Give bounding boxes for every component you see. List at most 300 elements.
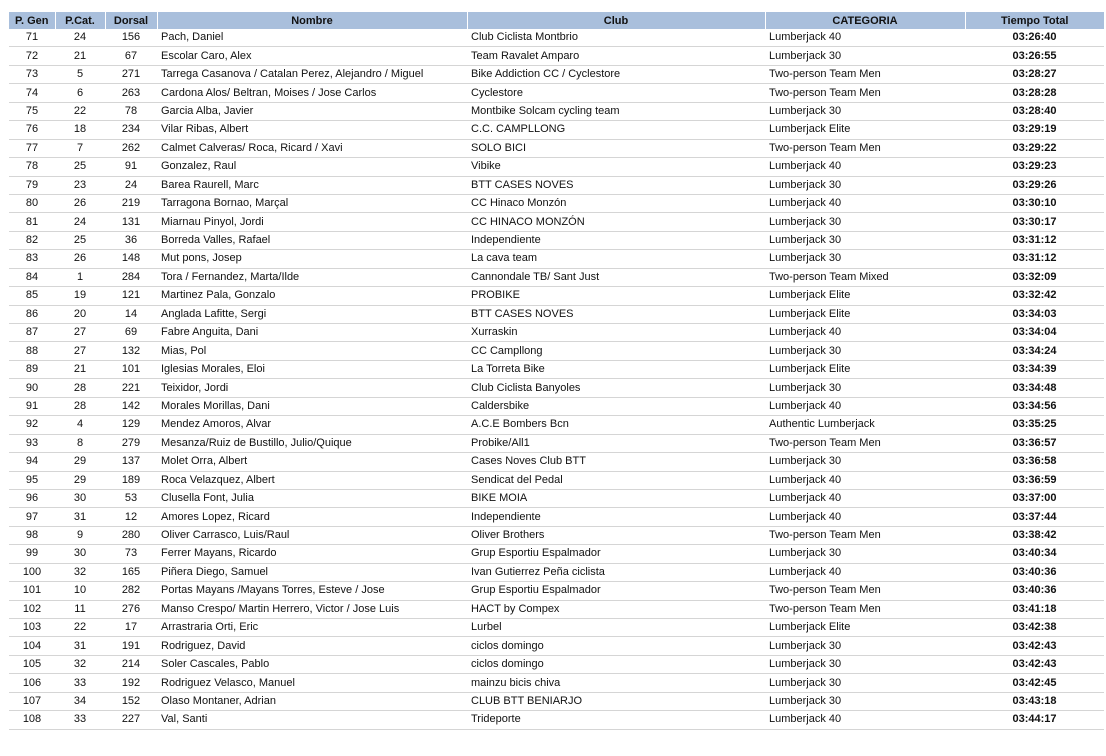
cell-categoria: Lumberjack 30 — [765, 545, 965, 563]
cell-categoria: Lumberjack 40 — [765, 563, 965, 581]
cell-club: CC Campllong — [467, 342, 765, 360]
cell-nombre: Barea Raurell, Marc — [157, 176, 467, 194]
cell-tiempo-total: 03:32:09 — [965, 268, 1104, 286]
cell-nombre: Rodriguez Velasco, Manuel — [157, 674, 467, 692]
cell-dorsal: 271 — [105, 65, 157, 83]
cell-p-gen: 78 — [9, 158, 55, 176]
cell-dorsal: 73 — [105, 545, 157, 563]
cell-tiempo-total: 03:34:56 — [965, 397, 1104, 415]
cell-tiempo-total: 03:34:03 — [965, 305, 1104, 323]
table-body — [9, 29, 1104, 729]
cell-tiempo-total: 03:37:44 — [965, 508, 1104, 526]
cell-dorsal: 191 — [105, 637, 157, 655]
cell-dorsal: 67 — [105, 47, 157, 65]
cell-p-cat: 29 — [55, 453, 105, 471]
cell-p-gen: 95 — [9, 471, 55, 489]
cell-club: Lurbel — [467, 619, 765, 637]
cell-tiempo-total: 03:31:12 — [965, 231, 1104, 249]
cell-p-gen: 91 — [9, 397, 55, 415]
table-row — [9, 379, 1104, 397]
cell-club: CLUB BTT BENIARJO — [467, 692, 765, 710]
cell-nombre: Soler Cascales, Pablo — [157, 655, 467, 673]
cell-p-cat: 24 — [55, 213, 105, 231]
cell-club: Cases Noves Club BTT — [467, 453, 765, 471]
cell-dorsal: 192 — [105, 674, 157, 692]
table-row — [9, 360, 1104, 378]
cell-p-gen: 94 — [9, 453, 55, 471]
cell-tiempo-total: 03:28:40 — [965, 102, 1104, 120]
cell-p-gen: 105 — [9, 655, 55, 673]
cell-categoria: Lumberjack 30 — [765, 213, 965, 231]
cell-p-cat: 25 — [55, 158, 105, 176]
cell-nombre: Mias, Pol — [157, 342, 467, 360]
cell-nombre: Olaso Montaner, Adrian — [157, 692, 467, 710]
cell-tiempo-total: 03:26:40 — [965, 29, 1104, 47]
cell-club: Independiente — [467, 231, 765, 249]
cell-tiempo-total: 03:40:34 — [965, 545, 1104, 563]
cell-nombre: Borreda Valles, Rafael — [157, 231, 467, 249]
cell-tiempo-total: 03:40:36 — [965, 563, 1104, 581]
cell-club: C.C. CAMPLLONG — [467, 121, 765, 139]
cell-club: Vibike — [467, 158, 765, 176]
cell-tiempo-total: 03:41:18 — [965, 600, 1104, 618]
cell-p-cat: 10 — [55, 582, 105, 600]
table-row — [9, 434, 1104, 452]
cell-dorsal: 214 — [105, 655, 157, 673]
results-table-container — [9, 12, 1104, 730]
cell-categoria: Lumberjack 40 — [765, 471, 965, 489]
cell-p-cat: 18 — [55, 121, 105, 139]
cell-categoria: Two-person Team Men — [765, 84, 965, 102]
cell-categoria: Lumberjack 40 — [765, 324, 965, 342]
cell-categoria: Lumberjack 40 — [765, 508, 965, 526]
cell-p-cat: 33 — [55, 711, 105, 729]
cell-categoria: Lumberjack 30 — [765, 250, 965, 268]
cell-tiempo-total: 03:35:25 — [965, 416, 1104, 434]
cell-dorsal: 152 — [105, 692, 157, 710]
cell-club: Cannondale TB/ Sant Just — [467, 268, 765, 286]
table-row — [9, 600, 1104, 618]
cell-club: HACT by Compex — [467, 600, 765, 618]
cell-categoria: Lumberjack 30 — [765, 342, 965, 360]
cell-club: Montbike Solcam cycling team — [467, 102, 765, 120]
cell-p-cat: 4 — [55, 416, 105, 434]
cell-p-gen: 72 — [9, 47, 55, 65]
cell-p-gen: 83 — [9, 250, 55, 268]
cell-club: CC HINACO MONZÓN — [467, 213, 765, 231]
cell-p-cat: 33 — [55, 674, 105, 692]
cell-nombre: Tarragona Bornao, Marçal — [157, 194, 467, 212]
cell-dorsal: 282 — [105, 582, 157, 600]
cell-p-gen: 77 — [9, 139, 55, 157]
cell-categoria: Two-person Team Men — [765, 582, 965, 600]
table-row — [9, 453, 1104, 471]
cell-categoria: Lumberjack 40 — [765, 397, 965, 415]
cell-nombre: Martinez Pala, Gonzalo — [157, 287, 467, 305]
cell-dorsal: 36 — [105, 231, 157, 249]
cell-p-cat: 28 — [55, 379, 105, 397]
cell-dorsal: 263 — [105, 84, 157, 102]
cell-p-gen: 88 — [9, 342, 55, 360]
table-row — [9, 250, 1104, 268]
cell-p-gen: 87 — [9, 324, 55, 342]
cell-club: La cava team — [467, 250, 765, 268]
cell-tiempo-total: 03:36:57 — [965, 434, 1104, 452]
cell-tiempo-total: 03:38:42 — [965, 526, 1104, 544]
cell-dorsal: 17 — [105, 619, 157, 637]
table-row — [9, 471, 1104, 489]
cell-categoria: Lumberjack 40 — [765, 489, 965, 507]
cell-p-cat: 30 — [55, 489, 105, 507]
cell-nombre: Val, Santi — [157, 711, 467, 729]
table-row — [9, 416, 1104, 434]
cell-tiempo-total: 03:30:10 — [965, 194, 1104, 212]
cell-nombre: Rodriguez, David — [157, 637, 467, 655]
cell-tiempo-total: 03:36:58 — [965, 453, 1104, 471]
cell-tiempo-total: 03:36:59 — [965, 471, 1104, 489]
cell-tiempo-total: 03:28:28 — [965, 84, 1104, 102]
cell-tiempo-total: 03:26:55 — [965, 47, 1104, 65]
cell-club: Xurraskin — [467, 324, 765, 342]
cell-p-cat: 1 — [55, 268, 105, 286]
cell-p-cat: 5 — [55, 65, 105, 83]
cell-p-gen: 81 — [9, 213, 55, 231]
cell-club: BIKE MOIA — [467, 489, 765, 507]
table-row — [9, 47, 1104, 65]
table-row — [9, 324, 1104, 342]
cell-club: Ivan Gutierrez Peña ciclista — [467, 563, 765, 581]
cell-club: Bike Addiction CC / Cyclestore — [467, 65, 765, 83]
cell-categoria: Lumberjack 40 — [765, 194, 965, 212]
cell-nombre: Morales Morillas, Dani — [157, 397, 467, 415]
cell-nombre: Ferrer Mayans, Ricardo — [157, 545, 467, 563]
cell-dorsal: 14 — [105, 305, 157, 323]
cell-nombre: Calmet Calveras/ Roca, Ricard / Xavi — [157, 139, 467, 157]
cell-p-gen: 101 — [9, 582, 55, 600]
cell-p-cat: 32 — [55, 563, 105, 581]
cell-club: mainzu bicis chiva — [467, 674, 765, 692]
cell-dorsal: 24 — [105, 176, 157, 194]
table-row — [9, 102, 1104, 120]
cell-club: Independiente — [467, 508, 765, 526]
cell-p-cat: 8 — [55, 434, 105, 452]
table-row — [9, 674, 1104, 692]
cell-p-cat: 23 — [55, 176, 105, 194]
table-row — [9, 711, 1104, 729]
cell-nombre: Molet Orra, Albert — [157, 453, 467, 471]
cell-p-gen: 96 — [9, 489, 55, 507]
cell-tiempo-total: 03:42:43 — [965, 655, 1104, 673]
cell-club: Probike/All1 — [467, 434, 765, 452]
cell-dorsal: 131 — [105, 213, 157, 231]
cell-p-cat: 11 — [55, 600, 105, 618]
cell-p-gen: 80 — [9, 194, 55, 212]
cell-dorsal: 137 — [105, 453, 157, 471]
table-row — [9, 231, 1104, 249]
cell-nombre: Oliver Carrasco, Luis/Raul — [157, 526, 467, 544]
cell-p-cat: 32 — [55, 655, 105, 673]
cell-dorsal: 279 — [105, 434, 157, 452]
cell-nombre: Mesanza/Ruiz de Bustillo, Julio/Quique — [157, 434, 467, 452]
cell-club: Grup Esportiu Espalmador — [467, 545, 765, 563]
cell-club: Caldersbike — [467, 397, 765, 415]
cell-dorsal: 69 — [105, 324, 157, 342]
cell-categoria: Lumberjack Elite — [765, 619, 965, 637]
cell-nombre: Teixidor, Jordi — [157, 379, 467, 397]
cell-nombre: Amores Lopez, Ricard — [157, 508, 467, 526]
cell-categoria: Lumberjack 30 — [765, 655, 965, 673]
cell-categoria: Lumberjack 40 — [765, 29, 965, 47]
cell-p-cat: 24 — [55, 29, 105, 47]
table-row — [9, 545, 1104, 563]
cell-tiempo-total: 03:34:48 — [965, 379, 1104, 397]
cell-categoria: Lumberjack Elite — [765, 360, 965, 378]
cell-tiempo-total: 03:42:45 — [965, 674, 1104, 692]
table-row — [9, 213, 1104, 231]
cell-p-gen: 108 — [9, 711, 55, 729]
cell-dorsal: 78 — [105, 102, 157, 120]
cell-categoria: Lumberjack 30 — [765, 231, 965, 249]
table-row — [9, 29, 1104, 47]
cell-dorsal: 129 — [105, 416, 157, 434]
table-row — [9, 194, 1104, 212]
cell-tiempo-total: 03:44:17 — [965, 711, 1104, 729]
header-dorsal: Dorsal — [105, 12, 157, 29]
cell-club: BTT CASES NOVES — [467, 176, 765, 194]
cell-categoria: Two-person Team Men — [765, 65, 965, 83]
cell-categoria: Two-person Team Men — [765, 139, 965, 157]
cell-tiempo-total: 03:30:17 — [965, 213, 1104, 231]
cell-p-gen: 106 — [9, 674, 55, 692]
cell-p-gen: 98 — [9, 526, 55, 544]
cell-nombre: Manso Crespo/ Martin Herrero, Victor / Jose Luis — [157, 600, 467, 618]
cell-tiempo-total: 03:42:38 — [965, 619, 1104, 637]
cell-dorsal: 165 — [105, 563, 157, 581]
cell-tiempo-total: 03:29:23 — [965, 158, 1104, 176]
cell-club: SOLO BICI — [467, 139, 765, 157]
cell-nombre: Gonzalez, Raul — [157, 158, 467, 176]
cell-p-cat: 20 — [55, 305, 105, 323]
table-row — [9, 287, 1104, 305]
table-row — [9, 637, 1104, 655]
cell-tiempo-total: 03:28:27 — [965, 65, 1104, 83]
cell-p-gen: 74 — [9, 84, 55, 102]
cell-p-cat: 21 — [55, 47, 105, 65]
cell-p-cat: 30 — [55, 545, 105, 563]
cell-categoria: Lumberjack Elite — [765, 305, 965, 323]
header-tiempo-total: Tiempo Total — [965, 12, 1104, 29]
cell-club: ciclos domingo — [467, 637, 765, 655]
cell-p-cat: 19 — [55, 287, 105, 305]
table-row — [9, 508, 1104, 526]
cell-nombre: Miarnau Pinyol, Jordi — [157, 213, 467, 231]
cell-dorsal: 234 — [105, 121, 157, 139]
cell-categoria: Two-person Team Men — [765, 600, 965, 618]
table-row — [9, 619, 1104, 637]
cell-categoria: Lumberjack 30 — [765, 637, 965, 655]
cell-p-gen: 79 — [9, 176, 55, 194]
cell-dorsal: 189 — [105, 471, 157, 489]
cell-tiempo-total: 03:31:12 — [965, 250, 1104, 268]
cell-club: La Torreta Bike — [467, 360, 765, 378]
cell-dorsal: 12 — [105, 508, 157, 526]
cell-dorsal: 262 — [105, 139, 157, 157]
cell-p-gen: 71 — [9, 29, 55, 47]
cell-categoria: Authentic Lumberjack — [765, 416, 965, 434]
cell-p-cat: 22 — [55, 102, 105, 120]
cell-tiempo-total: 03:40:36 — [965, 582, 1104, 600]
cell-tiempo-total: 03:34:04 — [965, 324, 1104, 342]
table-row — [9, 268, 1104, 286]
cell-p-gen: 107 — [9, 692, 55, 710]
table-row — [9, 84, 1104, 102]
cell-p-cat: 29 — [55, 471, 105, 489]
cell-p-cat: 26 — [55, 250, 105, 268]
cell-categoria: Lumberjack 30 — [765, 692, 965, 710]
cell-categoria: Lumberjack 30 — [765, 379, 965, 397]
cell-nombre: Iglesias Morales, Eloi — [157, 360, 467, 378]
cell-p-cat: 21 — [55, 360, 105, 378]
cell-p-cat: 27 — [55, 342, 105, 360]
table-row — [9, 397, 1104, 415]
table-row — [9, 526, 1104, 544]
cell-categoria: Two-person Team Men — [765, 526, 965, 544]
cell-dorsal: 148 — [105, 250, 157, 268]
cell-club: A.C.E Bombers Bcn — [467, 416, 765, 434]
cell-club: Oliver Brothers — [467, 526, 765, 544]
cell-nombre: Arrastraria Orti, Eric — [157, 619, 467, 637]
cell-p-gen: 90 — [9, 379, 55, 397]
cell-club: BTT CASES NOVES — [467, 305, 765, 323]
cell-club: Grup Esportiu Espalmador — [467, 582, 765, 600]
cell-p-cat: 34 — [55, 692, 105, 710]
cell-club: Team Ravalet Amparo — [467, 47, 765, 65]
cell-nombre: Clusella Font, Julia — [157, 489, 467, 507]
cell-nombre: Mendez Amoros, Alvar — [157, 416, 467, 434]
cell-tiempo-total: 03:29:22 — [965, 139, 1104, 157]
cell-p-cat: 25 — [55, 231, 105, 249]
header-row — [9, 12, 1104, 29]
cell-categoria: Lumberjack 30 — [765, 47, 965, 65]
table-row — [9, 121, 1104, 139]
table-row — [9, 158, 1104, 176]
header-nombre: Nombre — [157, 12, 467, 29]
cell-dorsal: 221 — [105, 379, 157, 397]
cell-dorsal: 91 — [105, 158, 157, 176]
cell-p-gen: 104 — [9, 637, 55, 655]
header-club: Club — [467, 12, 765, 29]
table-row — [9, 65, 1104, 83]
cell-categoria: Lumberjack 30 — [765, 102, 965, 120]
table-row — [9, 489, 1104, 507]
header-p-cat: P.Cat. — [55, 12, 105, 29]
cell-nombre: Portas Mayans /Mayans Torres, Esteve / Jose — [157, 582, 467, 600]
cell-p-gen: 86 — [9, 305, 55, 323]
cell-p-gen: 97 — [9, 508, 55, 526]
cell-dorsal: 101 — [105, 360, 157, 378]
cell-dorsal: 284 — [105, 268, 157, 286]
cell-p-cat: 9 — [55, 526, 105, 544]
cell-categoria: Two-person Team Men — [765, 434, 965, 452]
cell-p-gen: 75 — [9, 102, 55, 120]
cell-p-cat: 31 — [55, 637, 105, 655]
cell-club: Sendicat del Pedal — [467, 471, 765, 489]
cell-p-cat: 26 — [55, 194, 105, 212]
cell-nombre: Tarrega Casanova / Catalan Perez, Alejandro / Miguel — [157, 65, 467, 83]
cell-p-gen: 102 — [9, 600, 55, 618]
cell-club: ciclos domingo — [467, 655, 765, 673]
table-row — [9, 342, 1104, 360]
cell-categoria: Lumberjack 40 — [765, 711, 965, 729]
cell-dorsal: 53 — [105, 489, 157, 507]
cell-categoria: Lumberjack 30 — [765, 453, 965, 471]
cell-p-gen: 89 — [9, 360, 55, 378]
cell-categoria: Two-person Team Mixed — [765, 268, 965, 286]
cell-club: CC Hinaco Monzón — [467, 194, 765, 212]
cell-nombre: Garcia Alba, Javier — [157, 102, 467, 120]
cell-categoria: Lumberjack Elite — [765, 121, 965, 139]
cell-dorsal: 276 — [105, 600, 157, 618]
cell-p-gen: 73 — [9, 65, 55, 83]
cell-club: Cyclestore — [467, 84, 765, 102]
cell-categoria: Lumberjack 30 — [765, 674, 965, 692]
cell-tiempo-total: 03:34:39 — [965, 360, 1104, 378]
cell-p-gen: 76 — [9, 121, 55, 139]
cell-p-gen: 84 — [9, 268, 55, 286]
cell-categoria: Lumberjack 30 — [765, 176, 965, 194]
cell-p-cat: 6 — [55, 84, 105, 102]
header-p-gen: P. Gen — [9, 12, 55, 29]
cell-tiempo-total: 03:29:26 — [965, 176, 1104, 194]
cell-tiempo-total: 03:42:43 — [965, 637, 1104, 655]
cell-nombre: Vilar Ribas, Albert — [157, 121, 467, 139]
cell-categoria: Lumberjack Elite — [765, 287, 965, 305]
cell-dorsal: 121 — [105, 287, 157, 305]
cell-dorsal: 227 — [105, 711, 157, 729]
table-header — [9, 12, 1104, 29]
cell-p-gen: 82 — [9, 231, 55, 249]
cell-club: Club Ciclista Banyoles — [467, 379, 765, 397]
table-row — [9, 582, 1104, 600]
header-categoria: CATEGORIA — [765, 12, 965, 29]
cell-dorsal: 280 — [105, 526, 157, 544]
table-row — [9, 305, 1104, 323]
cell-p-cat: 7 — [55, 139, 105, 157]
cell-tiempo-total: 03:34:24 — [965, 342, 1104, 360]
cell-p-cat: 22 — [55, 619, 105, 637]
cell-p-gen: 92 — [9, 416, 55, 434]
cell-tiempo-total: 03:37:00 — [965, 489, 1104, 507]
results-table — [9, 12, 1104, 730]
cell-dorsal: 219 — [105, 194, 157, 212]
table-row — [9, 655, 1104, 673]
cell-p-gen: 99 — [9, 545, 55, 563]
cell-categoria: Lumberjack 40 — [765, 158, 965, 176]
cell-nombre: Tora / Fernandez, Marta/Ilde — [157, 268, 467, 286]
cell-dorsal: 142 — [105, 397, 157, 415]
table-row — [9, 139, 1104, 157]
table-row — [9, 692, 1104, 710]
cell-nombre: Anglada Lafitte, Sergi — [157, 305, 467, 323]
cell-p-cat: 31 — [55, 508, 105, 526]
cell-p-gen: 93 — [9, 434, 55, 452]
cell-nombre: Cardona Alos/ Beltran, Moises / Jose Carlos — [157, 84, 467, 102]
cell-nombre: Piñera Diego, Samuel — [157, 563, 467, 581]
table-row — [9, 176, 1104, 194]
cell-p-cat: 28 — [55, 397, 105, 415]
table-row — [9, 563, 1104, 581]
cell-tiempo-total: 03:29:19 — [965, 121, 1104, 139]
